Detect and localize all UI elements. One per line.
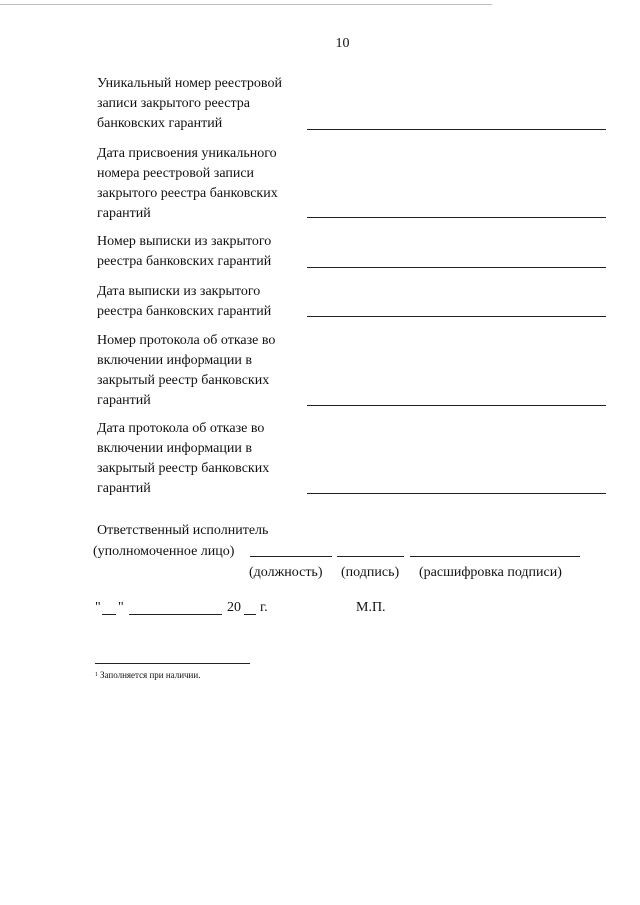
field-line-refusal-protocol-date[interactable]: [307, 493, 606, 494]
signature-decoding-caption: (расшифровка подписи): [419, 565, 562, 580]
field-label-refusal-protocol-number: Номер протокола об отказе во включении информации в закрытый реестр банковских гарантий: [97, 333, 276, 408]
field-line-registry-record-number[interactable]: [307, 129, 606, 130]
top-border-rule: [0, 4, 492, 5]
page-number: 10: [335, 36, 350, 51]
year-suffix: г.: [260, 600, 268, 615]
field-label-registry-record-number: Уникальный номер реестровой записи закрытого реестра банковских гарантий: [97, 76, 282, 131]
month-line[interactable]: [129, 614, 222, 615]
footnote-text: Заполняется при наличии.: [100, 670, 201, 680]
responsible-label: Ответственный исполнитель: [97, 523, 269, 538]
signature-decoding-line[interactable]: [410, 556, 580, 557]
field-line-extract-number[interactable]: [307, 267, 606, 268]
year-prefix: 20: [227, 600, 241, 615]
field-line-refusal-protocol-number[interactable]: [307, 405, 606, 406]
year-line[interactable]: [244, 614, 256, 615]
position-line[interactable]: [250, 556, 332, 557]
date-close-quote: ": [118, 600, 124, 615]
field-label-refusal-protocol-date: Дата протокола об отказе во включении информации в закрытый реестр банковских гарантий: [97, 421, 270, 496]
signature-caption: (подпись): [341, 565, 400, 580]
field-label-extract-date: Дата выписки из закрытого реестра банковских гарантий: [97, 284, 272, 319]
day-line[interactable]: [102, 614, 116, 615]
signature-line[interactable]: [337, 556, 404, 557]
stamp-place: М.П.: [356, 600, 386, 615]
field-line-record-assignment-date[interactable]: [307, 217, 606, 218]
position-caption: (должность): [249, 565, 323, 580]
footnote-separator: [95, 663, 250, 664]
footnote-marker: 1: [95, 672, 98, 678]
field-label-record-assignment-date: Дата присвоения уникального номера реестровой записи закрытого реестра банковских гарантий: [97, 146, 278, 221]
field-line-extract-date[interactable]: [307, 316, 606, 317]
date-open-quote: ": [95, 600, 101, 615]
footnote: [95, 669, 200, 681]
field-label-extract-number: Номер выписки из закрытого реестра банковских гарантий: [97, 234, 272, 269]
authorized-person-label: (уполномоченное лицо): [93, 544, 235, 559]
